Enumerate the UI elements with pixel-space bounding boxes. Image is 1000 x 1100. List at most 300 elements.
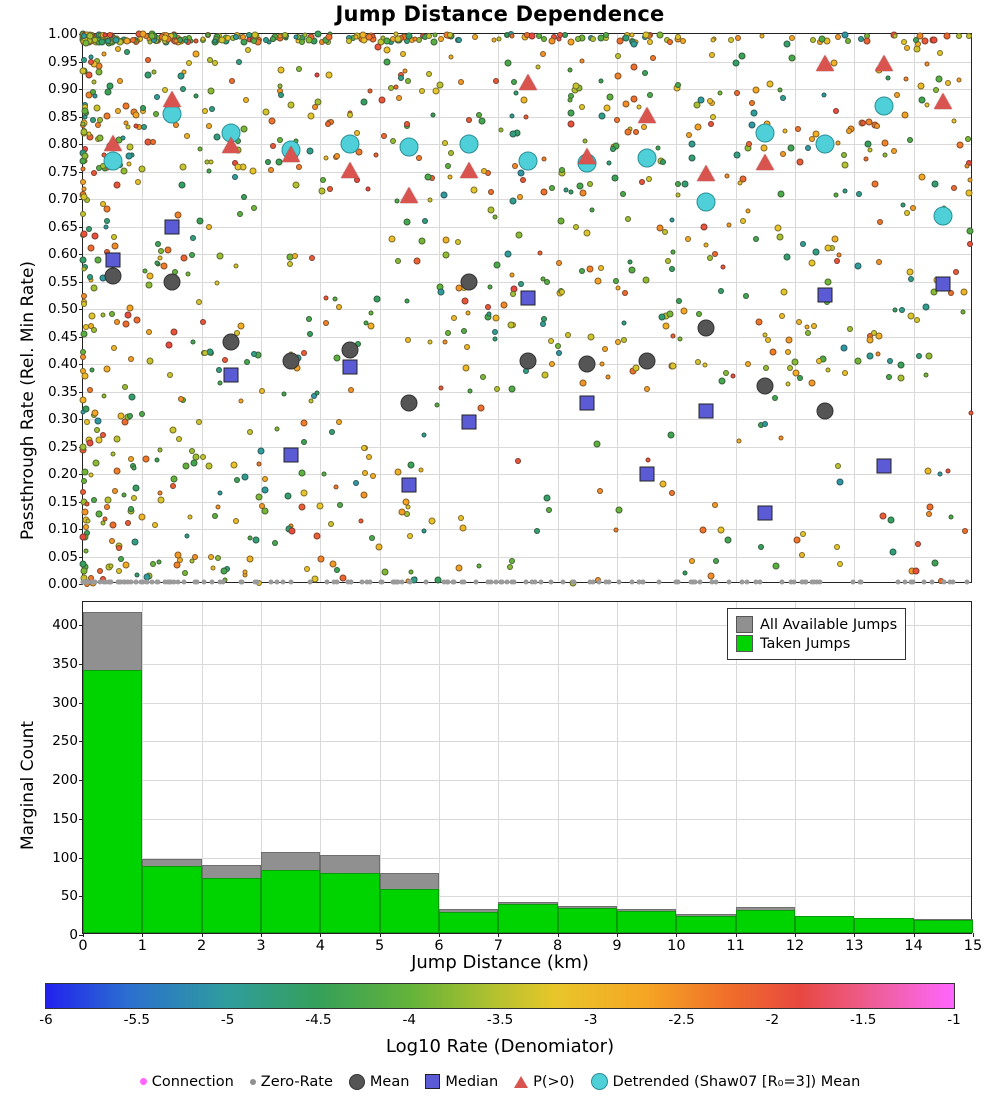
connection-point: [785, 336, 792, 343]
connection-point: [775, 224, 782, 231]
marker-legend-item-p-gt-0: [514, 1074, 574, 1090]
connection-point: [800, 531, 806, 537]
scatter-y-tick-label: 0.60: [47, 246, 78, 262]
connection-point: [103, 517, 108, 522]
zero-rate-point: [929, 579, 934, 584]
connection-point: [918, 83, 925, 90]
connection-point: [703, 362, 708, 367]
connection-point: [511, 79, 517, 85]
connection-point: [426, 71, 432, 77]
connection-point: [256, 493, 263, 500]
connection-point: [165, 247, 172, 254]
connection-point: [81, 468, 88, 475]
connection-point: [841, 344, 848, 351]
connection-point: [218, 36, 225, 43]
connection-point: [183, 39, 188, 44]
connection-point: [945, 80, 951, 86]
zero-rate-point: [908, 579, 913, 584]
hist-x-tickmark: [973, 933, 974, 937]
connection-point: [737, 439, 742, 444]
connection-point: [247, 429, 253, 435]
connection-point: [373, 296, 380, 303]
histogram-legend: [727, 608, 906, 660]
connection-point: [263, 37, 269, 43]
connection-point: [157, 559, 162, 564]
connection-point: [451, 315, 457, 321]
histogram-bar-taken: [320, 873, 379, 933]
connection-point: [157, 447, 162, 452]
connection-point: [786, 381, 791, 386]
connection-point: [262, 487, 269, 494]
connection-point: [832, 235, 839, 242]
connection-point: [104, 89, 111, 96]
connection-point: [680, 38, 686, 44]
connection-point: [239, 399, 244, 404]
scatter-y-tickmark: [79, 419, 83, 420]
connection-point: [611, 174, 618, 181]
colorbar-tick-label: -4: [402, 1012, 416, 1028]
connection-point: [213, 39, 218, 44]
scatter-gridline-h: [83, 172, 971, 173]
connection-point: [966, 33, 972, 39]
hist-x-tick-label: 6: [434, 938, 444, 954]
mean-marker: [757, 378, 774, 395]
connection-point: [358, 518, 363, 523]
connection-point: [425, 173, 432, 180]
connection-point: [90, 368, 95, 373]
connection-point: [892, 33, 897, 38]
connection-point: [675, 192, 680, 197]
connection-point: [93, 93, 98, 98]
scatter-y-tick-label: 0.40: [47, 356, 78, 372]
connection-point: [304, 566, 310, 572]
median-marker: [283, 447, 298, 462]
connection-point: [622, 290, 628, 296]
p-gt-0-marker: [282, 146, 300, 162]
connection-point: [81, 301, 87, 307]
histogram-bar-taken: [498, 904, 557, 933]
marker-legend: [0, 1073, 1000, 1090]
connection-point: [712, 502, 718, 508]
median-marker: [521, 291, 536, 306]
connection-point: [209, 106, 215, 112]
connection-point: [881, 140, 888, 147]
histogram-bar-taken: [795, 916, 854, 933]
connection-point: [155, 241, 161, 247]
connection-point: [836, 478, 843, 485]
connection-point: [686, 132, 692, 138]
connection-point: [328, 521, 334, 527]
zero-rate-point: [359, 579, 364, 584]
connection-point: [647, 39, 653, 45]
connection-point: [80, 256, 87, 263]
connection-point: [542, 372, 549, 379]
median-marker: [877, 458, 892, 473]
hist-x-tickmark: [617, 933, 618, 937]
connection-point: [493, 315, 500, 322]
connection-point: [336, 304, 342, 310]
connection-point: [772, 395, 778, 401]
zero-rate-point: [690, 579, 695, 584]
connection-point: [675, 181, 681, 187]
connection-point: [834, 544, 840, 550]
connection-point: [112, 242, 119, 249]
connection-point: [630, 33, 635, 38]
connection-point: [251, 205, 257, 211]
figure-title: Jump Distance Dependence: [335, 2, 665, 26]
hist-y-tick-label: 0: [69, 927, 78, 943]
connection-point: [517, 170, 524, 177]
connection-point: [816, 358, 822, 364]
connection-point: [154, 458, 159, 463]
connection-point: [541, 36, 547, 42]
scatter-gridline-h: [83, 502, 971, 503]
connection-point: [623, 34, 630, 41]
scatter-y-tick-label: 0.80: [47, 136, 78, 152]
connection-point: [80, 211, 86, 217]
connection-point: [361, 445, 367, 451]
colorbar-tick-label: -2: [765, 1012, 780, 1028]
hist-gridline-h: [83, 819, 971, 820]
hist-gridline-h: [83, 703, 971, 704]
connection-point: [98, 38, 105, 45]
connection-point: [810, 37, 816, 43]
connection-point: [549, 185, 555, 191]
connection-point: [153, 111, 159, 117]
connection-point: [182, 570, 188, 576]
connection-point: [778, 436, 783, 441]
connection-point: [438, 386, 443, 391]
connection-point: [100, 313, 105, 318]
connection-point: [710, 114, 716, 120]
connection-point: [132, 539, 139, 546]
connection-point: [470, 186, 477, 193]
scatter-gridline-v: [914, 34, 915, 582]
connection-point: [922, 37, 929, 44]
connection-point: [509, 130, 516, 137]
connection-point: [158, 255, 163, 260]
detrended-mean-marker: [934, 206, 953, 225]
connection-point: [81, 231, 88, 238]
connection-point: [301, 439, 307, 445]
connection-point: [515, 231, 522, 238]
connection-point: [796, 319, 802, 325]
scatter-gridline-v: [320, 34, 321, 582]
hist-x-tickmark: [320, 933, 321, 937]
connection-point: [419, 88, 425, 94]
connection-point: [194, 38, 199, 43]
zero-rate-point: [133, 579, 138, 584]
scatter-gridline-v: [854, 34, 855, 582]
connection-point: [123, 320, 130, 327]
scatter-y-tick-label: 0.25: [47, 438, 78, 455]
connection-point: [333, 354, 340, 361]
connection-point: [541, 277, 546, 282]
connection-point: [965, 164, 970, 169]
connection-point: [610, 146, 616, 152]
connection-point: [887, 358, 893, 364]
connection-point: [508, 386, 515, 393]
connection-point: [278, 84, 283, 89]
connection-point: [575, 36, 581, 42]
connection-point: [104, 113, 111, 120]
connection-point: [863, 38, 870, 45]
histogram-bar-taken: [380, 889, 439, 933]
connection-point: [931, 560, 938, 567]
connection-point: [306, 36, 313, 43]
connection-point: [615, 506, 622, 513]
hist-gridline-v: [439, 602, 440, 933]
connection-point: [485, 304, 491, 310]
connection-point: [187, 514, 192, 519]
colorbar-tick-label: -5.5: [123, 1012, 150, 1028]
zero-rate-point: [549, 579, 554, 584]
connection-point: [126, 124, 131, 129]
connection-point: [899, 307, 905, 313]
connection-point: [540, 51, 546, 57]
connection-point: [243, 97, 249, 103]
connection-point: [322, 472, 327, 477]
connection-point: [174, 562, 181, 569]
connection-point: [360, 98, 367, 105]
histogram-bar-taken: [439, 912, 498, 933]
connection-point: [745, 361, 751, 367]
connection-point: [891, 148, 897, 154]
hist-gridline-h: [83, 741, 971, 742]
connection-point: [937, 472, 942, 477]
zero-rate-point: [107, 579, 112, 584]
connection-point: [82, 152, 89, 159]
hist-y-tick-label: 350: [52, 655, 78, 672]
connection-point: [678, 337, 683, 342]
hist-x-tick-label: 3: [256, 938, 266, 954]
connection-point: [126, 304, 133, 311]
connection-point: [879, 513, 886, 520]
connection-point: [772, 563, 779, 570]
connection-point: [324, 295, 329, 300]
zero-rate-point: [745, 579, 750, 584]
connection-point: [87, 245, 94, 252]
hist-x-tick-label: 14: [904, 938, 923, 954]
detrended-mean-marker: [103, 151, 122, 170]
connection-point: [348, 387, 354, 393]
connection-point: [505, 250, 512, 257]
connection-point: [465, 311, 470, 316]
connection-point: [579, 379, 586, 386]
connection-point: [274, 426, 279, 431]
connection-point: [719, 378, 726, 385]
connection-point: [150, 561, 156, 567]
connection-point: [113, 467, 120, 474]
connection-point: [197, 146, 202, 151]
connection-point: [740, 218, 746, 224]
connection-point: [509, 34, 514, 39]
scatter-y-tick-label: 0.00: [47, 576, 78, 592]
connection-point: [320, 177, 326, 183]
connection-point: [93, 459, 100, 466]
connection-point: [80, 534, 87, 541]
connection-point: [109, 563, 114, 568]
connection-point: [128, 506, 134, 512]
connection-point: [88, 59, 94, 65]
connection-point: [208, 160, 213, 165]
connection-point: [549, 361, 555, 367]
connection-point: [277, 33, 282, 38]
connection-point: [245, 47, 251, 53]
connection-point: [233, 518, 239, 524]
zero-rate-point: [202, 579, 207, 584]
connection-point: [642, 31, 649, 38]
connection-point: [259, 503, 265, 509]
connection-point: [81, 508, 88, 515]
connection-point: [104, 496, 111, 503]
connection-point: [247, 555, 254, 562]
connection-point: [669, 490, 675, 496]
connection-point: [541, 157, 546, 162]
connection-point: [587, 181, 593, 187]
connection-point: [837, 561, 843, 567]
zero-rate-point: [451, 579, 456, 584]
p-gt-0-marker: [341, 162, 359, 178]
zero-rate-point: [539, 579, 544, 584]
connection-point: [510, 291, 516, 297]
connection-point: [309, 255, 315, 261]
connection-point: [381, 568, 388, 575]
connection-point: [833, 193, 838, 198]
connection-point: [148, 33, 155, 40]
connection-point: [593, 441, 600, 448]
hist-gridline-v: [617, 602, 618, 933]
connection-point: [323, 320, 329, 326]
connection-point: [189, 252, 195, 258]
detrended-mean-marker: [756, 124, 775, 143]
legend-item-taken: [736, 635, 897, 652]
mean-marker: [816, 402, 833, 419]
connection-point: [809, 380, 816, 387]
connection-point: [103, 206, 110, 213]
histogram-bar-taken: [142, 866, 201, 933]
connection-point: [625, 129, 632, 136]
connection-point: [644, 386, 650, 392]
connection-point: [629, 267, 636, 274]
p-gt-0-marker: [756, 154, 774, 170]
hist-x-tick-label: 11: [726, 938, 745, 954]
connection-point: [760, 33, 765, 38]
connection-point: [494, 386, 500, 392]
connection-point: [390, 138, 396, 144]
connection-point: [395, 469, 402, 476]
connection-point: [877, 219, 883, 225]
connection-point: [334, 153, 340, 159]
hist-x-tick-label: 2: [197, 938, 207, 954]
connection-point: [170, 483, 176, 489]
connection-point: [925, 353, 932, 360]
hist-y-tick-label: 50: [60, 888, 78, 905]
connection-point: [191, 340, 196, 345]
connection-point: [498, 128, 503, 133]
median-marker: [402, 478, 417, 493]
connection-point: [247, 535, 252, 540]
hist-x-tick-label: 5: [375, 938, 385, 954]
connection-point: [855, 263, 862, 270]
connection-point: [825, 244, 832, 251]
connection-point: [704, 243, 709, 248]
connection-point: [202, 108, 208, 114]
connection-point: [573, 224, 579, 230]
scatter-y-tick-label: 0.15: [47, 493, 78, 510]
connection-point: [845, 38, 851, 44]
connection-point: [856, 191, 862, 197]
detrended-mean-marker: [341, 135, 360, 154]
connection-point: [966, 227, 973, 234]
connection-point: [154, 260, 159, 265]
connection-point: [114, 319, 120, 325]
connection-point: [587, 266, 594, 273]
connection-point: [868, 147, 873, 152]
zero-rate-point: [84, 579, 89, 584]
connection-point: [233, 263, 238, 268]
connection-point: [140, 31, 147, 38]
zero-rate-point: [493, 579, 498, 584]
connection-point: [170, 329, 177, 336]
scatter-gridline-h: [83, 392, 971, 393]
connection-point: [898, 362, 905, 369]
connection-point: [480, 374, 486, 380]
scatter-y-tick-label: 0.70: [47, 191, 78, 207]
connection-point: [285, 493, 292, 500]
scatter-y-tick-label: 0.30: [47, 411, 78, 427]
connection-point: [749, 122, 756, 129]
legend-item-all-available: [736, 616, 897, 633]
connection-point: [727, 222, 732, 227]
connection-point: [682, 571, 687, 576]
connection-point: [659, 480, 666, 487]
connection-point: [488, 189, 494, 195]
hist-x-tickmark: [676, 933, 677, 937]
connection-point: [442, 252, 449, 259]
connection-point: [233, 34, 239, 40]
connection-point: [301, 350, 307, 356]
connection-point: [472, 34, 478, 40]
zero-rate-dot-icon: [250, 1079, 256, 1085]
connection-point: [750, 109, 757, 116]
connection-point: [717, 91, 722, 96]
connection-point: [91, 497, 97, 503]
connection-point: [781, 289, 788, 296]
scatter-gridline-v: [676, 34, 677, 582]
connection-point: [509, 113, 514, 118]
connection-point: [565, 332, 571, 338]
connection-point: [173, 38, 178, 43]
connection-point: [232, 174, 238, 180]
connection-point: [206, 169, 211, 174]
zero-rate-point: [280, 579, 285, 584]
zero-rate-point: [727, 579, 732, 584]
mean-marker: [164, 273, 181, 290]
connection-point: [835, 463, 841, 469]
connection-point: [258, 448, 265, 455]
scatter-gridline-h: [83, 529, 971, 530]
connection-point: [167, 372, 173, 378]
connection-point: [671, 250, 676, 255]
connection-point: [318, 187, 325, 194]
connection-point: [324, 156, 329, 161]
scatter-gridline-h: [83, 474, 971, 475]
connection-point: [244, 359, 250, 365]
connection-point: [713, 558, 719, 564]
grey-swatch-icon: [736, 616, 753, 633]
zero-rate-point: [697, 579, 702, 584]
